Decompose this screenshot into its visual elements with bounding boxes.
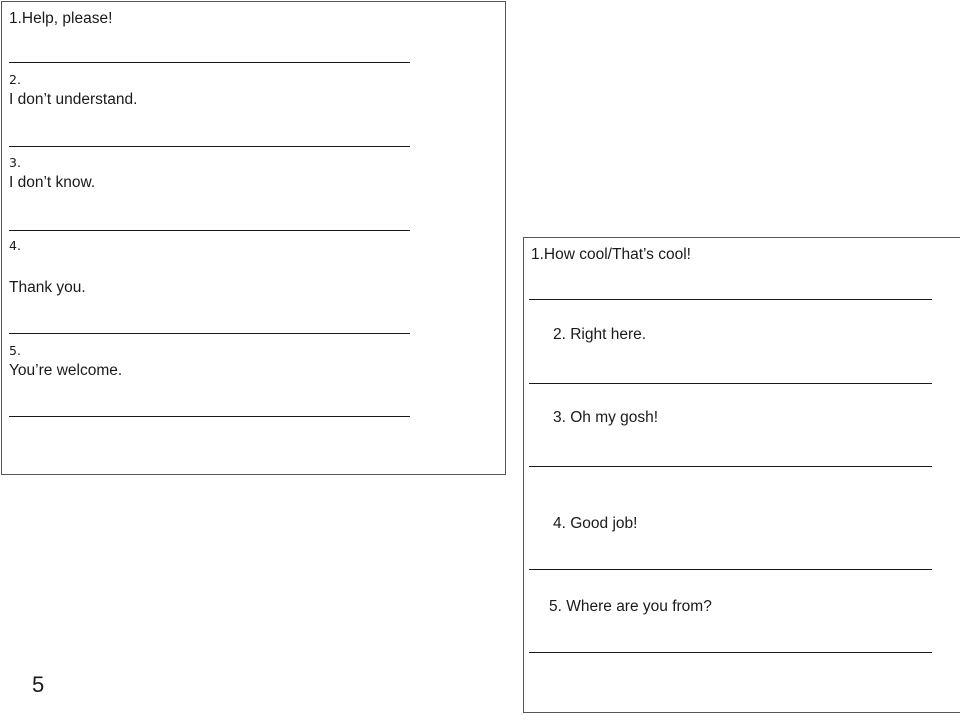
left-item-4: Thank you.: [9, 279, 86, 296]
answer-line: [9, 230, 410, 231]
left-number-5: 5.: [9, 343, 21, 358]
left-item-2: I don’t understand.: [9, 91, 138, 108]
answer-line: [529, 299, 932, 300]
answer-line: [529, 383, 932, 384]
answer-line: [9, 333, 410, 334]
left-item-3: I don’t know.: [9, 174, 96, 191]
answer-line: [529, 466, 932, 467]
worksheet-box-right: [523, 237, 960, 713]
right-item-5: 5. Where are you from?: [549, 598, 712, 615]
answer-line: [529, 652, 932, 653]
left-number-2: 2.: [9, 72, 21, 87]
answer-line: [9, 416, 410, 417]
slide-number: 5: [32, 672, 45, 697]
right-item-4: 4. Good job!: [553, 515, 638, 532]
right-item-2: 2. Right here.: [553, 326, 647, 343]
answer-line: [9, 146, 410, 147]
left-item-1: 1.Help, please!: [9, 10, 113, 27]
left-number-4: 4.: [9, 238, 21, 253]
left-item-5: You’re welcome.: [9, 362, 123, 379]
right-item-3: 3. Oh my gosh!: [553, 409, 659, 426]
left-number-3: 3.: [9, 155, 21, 170]
answer-line: [9, 62, 410, 63]
right-item-1: 1.How cool/That’s cool!: [531, 246, 691, 263]
answer-line: [529, 569, 932, 570]
worksheet-box-left: [1, 1, 506, 475]
